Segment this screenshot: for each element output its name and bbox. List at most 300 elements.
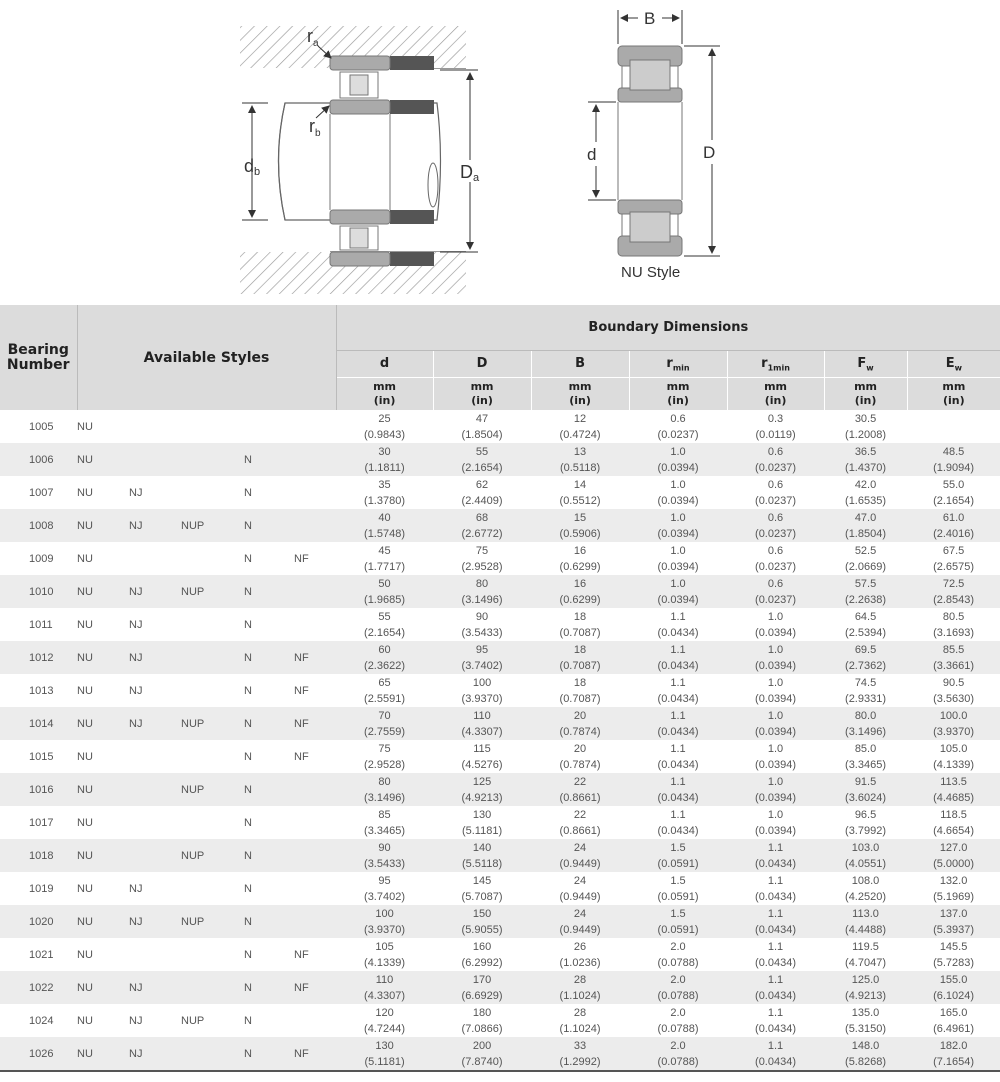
style-cell: N xyxy=(244,641,294,674)
label-Da: Da xyxy=(460,162,480,184)
table-row xyxy=(0,443,1000,476)
style-cell xyxy=(181,608,244,641)
style-cell: N xyxy=(244,839,294,872)
style-cell: NJ xyxy=(129,882,143,895)
table-row xyxy=(0,641,1000,674)
dimension-cell-B: 28 (1.1024) xyxy=(559,1006,601,1035)
bearing-number: 1021 xyxy=(29,948,54,961)
style-cell: NU xyxy=(77,882,93,895)
dimension-cell-Ew: 100.0 (3.9370) xyxy=(907,707,1000,740)
dimension-cell-Ew: 145.5 (5.7283) xyxy=(933,940,975,969)
unit-header-1: mm (in) xyxy=(433,378,531,411)
style-cell: NF xyxy=(294,641,336,674)
dimension-cell-B: 22 (0.8661) xyxy=(531,773,629,806)
style-cell: N xyxy=(244,816,252,829)
style-cell: NU xyxy=(77,948,93,961)
dimension-cell-rmin: 2.0 (0.0788) xyxy=(657,1006,699,1035)
dimension-cell-r1min: 1.1 (0.0434) xyxy=(755,1006,797,1035)
style-cell: NJ xyxy=(129,641,181,674)
dimension-cell-Fw: 69.5 (2.7362) xyxy=(824,641,907,674)
column-header-6: $E_w$ xyxy=(907,351,1000,378)
dimension-cell-D: 47 (1.8504) xyxy=(461,412,503,441)
style-cell: N xyxy=(244,1037,294,1071)
dimension-cell-B: 16 (0.6299) xyxy=(559,544,601,573)
style-cell: NJ xyxy=(129,1037,181,1071)
dimension-cell-Ew: 90.5 (3.5630) xyxy=(933,676,975,705)
dimension-cell-d: 45 (1.7717) xyxy=(364,544,406,573)
dimension-cell-r1min: 1.0 (0.0394) xyxy=(727,707,824,740)
style-cell: N xyxy=(244,882,252,895)
bearing-number-header: Bearing Number xyxy=(0,305,77,410)
style-cell: NJ xyxy=(129,971,181,1004)
dimension-cell-B: 16 (0.6299) xyxy=(531,575,629,608)
style-cell: NU xyxy=(77,971,129,1004)
dimension-cell-r1min: 1.1 (0.0434) xyxy=(727,839,824,872)
table-row xyxy=(0,608,1000,641)
style-cell xyxy=(244,410,294,443)
dimension-cell-Ew xyxy=(907,410,1000,443)
style-cell: NF xyxy=(294,750,309,763)
style-cell: N xyxy=(244,773,294,806)
dimension-cell-Ew: 55.0 (2.1654) xyxy=(933,478,975,507)
dimension-cell-Fw: 108.0 (4.2520) xyxy=(845,874,887,903)
dimension-cell-Fw: 52.5 (2.0669) xyxy=(845,544,887,573)
dimension-cell-D: 180 (7.0866) xyxy=(461,1006,503,1035)
dimension-cell-d: 35 (1.3780) xyxy=(364,478,406,507)
table-row xyxy=(0,575,1000,608)
dimension-cell-rmin: 1.1 (0.0434) xyxy=(657,742,699,771)
dimension-cell-B: 28 (1.1024) xyxy=(531,971,629,1004)
style-cell xyxy=(294,443,336,476)
dimension-cell-rmin: 1.0 (0.0394) xyxy=(657,544,699,573)
style-cell xyxy=(294,476,336,509)
style-cell: NU xyxy=(77,905,129,938)
style-cell xyxy=(129,443,181,476)
dimension-cell-rmin: 1.0 (0.0394) xyxy=(629,575,727,608)
label-db: db xyxy=(244,156,261,178)
style-cell xyxy=(181,641,244,674)
dimension-cell-B: 24 (0.9449) xyxy=(531,905,629,938)
style-cell: NU xyxy=(77,575,129,608)
bearing-number: 1010 xyxy=(0,575,77,608)
dimension-cell-B: 18 (0.7087) xyxy=(531,641,629,674)
bearing-number: 1008 xyxy=(0,509,77,542)
style-cell: NJ xyxy=(129,618,143,631)
style-cell: NJ xyxy=(129,1014,143,1027)
style-cell: NU xyxy=(77,750,93,763)
dimension-cell-Fw: 57.5 (2.2638) xyxy=(824,575,907,608)
dimension-cell-D: 95 (3.7402) xyxy=(433,641,531,674)
table-row xyxy=(0,410,1000,443)
dimension-cell-Fw: 36.5 (1.4370) xyxy=(824,443,907,476)
dimension-cell-r1min: 0.6 (0.0237) xyxy=(727,509,824,542)
table-row xyxy=(0,707,1000,740)
dimension-cell-rmin: 1.1 (0.0434) xyxy=(629,641,727,674)
dimension-cell-rmin: 1.1 (0.0434) xyxy=(629,773,727,806)
dimension-cell-rmin: 1.5 (0.0591) xyxy=(629,839,727,872)
dimension-cell-d: 70 (2.7559) xyxy=(336,707,433,740)
style-cell xyxy=(294,839,336,872)
dimension-cell-r1min: 1.1 (0.0434) xyxy=(727,971,824,1004)
dimension-cell-Fw: 96.5 (3.7992) xyxy=(845,808,887,837)
bearing-number: 1018 xyxy=(0,839,77,872)
unit-header-2: mm (in) xyxy=(531,378,629,411)
dimension-cell-r1min: 0.6 (0.0237) xyxy=(727,575,824,608)
style-cell: NUP xyxy=(181,773,244,806)
style-cell: NU xyxy=(77,420,93,433)
dimension-cell-rmin: 1.1 (0.0434) xyxy=(657,808,699,837)
dimension-cell-D: 170 (6.6929) xyxy=(433,971,531,1004)
nu-style-diagram xyxy=(587,9,720,281)
style-cell: N xyxy=(244,971,294,1004)
label-B: B xyxy=(644,9,656,28)
dimension-cell-Fw: 119.5 (4.7047) xyxy=(845,940,887,969)
bearing-number: 1011 xyxy=(29,618,53,631)
dimension-cell-D: 90 (3.5433) xyxy=(461,610,503,639)
dimension-cell-r1min: 1.0 (0.0394) xyxy=(755,610,797,639)
dimension-cell-d: 30 (1.1811) xyxy=(336,443,433,476)
dimension-cell-Fw: 125.0 (4.9213) xyxy=(824,971,907,1004)
table-row xyxy=(0,740,1000,773)
bearing-number: 1016 xyxy=(0,773,77,806)
dimension-cell-d: 75 (2.9528) xyxy=(364,742,406,771)
style-cell: NJ xyxy=(129,707,181,740)
label-d: d xyxy=(587,145,597,164)
dimension-cell-Fw: 135.0 (5.3150) xyxy=(845,1006,887,1035)
style-cell: N xyxy=(244,1014,252,1027)
dimension-cell-Ew: 85.5 (3.3661) xyxy=(907,641,1000,674)
dimension-cell-r1min: 0.6 (0.0237) xyxy=(755,478,797,507)
label-rb: $r_b$ xyxy=(309,116,321,139)
bearing-number: 1022 xyxy=(0,971,77,1004)
column-header-2: B xyxy=(531,351,629,378)
dimension-cell-B: 12 (0.4724) xyxy=(559,412,601,441)
dimension-cell-D: 55 (2.1654) xyxy=(433,443,531,476)
dimension-cell-Fw: 30.5 (1.2008) xyxy=(845,412,887,441)
style-cell: N xyxy=(244,948,252,961)
dimension-cell-d: 105 (4.1339) xyxy=(364,940,406,969)
dimension-cell-rmin: 1.0 (0.0394) xyxy=(629,509,727,542)
unit-header-6: mm (in) xyxy=(907,378,1000,411)
dimension-cell-d: 85 (3.3465) xyxy=(364,808,406,837)
style-cell: N xyxy=(244,750,252,763)
style-cell xyxy=(129,839,181,872)
dimension-cell-Fw: 47.0 (1.8504) xyxy=(824,509,907,542)
unit-header-5: mm (in) xyxy=(824,378,907,411)
style-cell: NU xyxy=(77,773,129,806)
dimension-cell-rmin: 1.1 (0.0434) xyxy=(657,610,699,639)
style-cell xyxy=(294,575,336,608)
bearing-number: 1017 xyxy=(29,816,54,829)
column-header-5: $F_w$ xyxy=(824,351,907,378)
dimension-cell-B: 22 (0.8661) xyxy=(559,808,601,837)
dimension-cell-Ew: 118.5 (4.6654) xyxy=(933,808,975,837)
dimension-cell-B: 15 (0.5906) xyxy=(531,509,629,542)
dimension-cell-rmin: 1.1 (0.0434) xyxy=(629,707,727,740)
dimension-cell-d: 110 (4.3307) xyxy=(336,971,433,1004)
style-cell: NUP xyxy=(181,509,244,542)
style-cell: N xyxy=(244,707,294,740)
style-cell xyxy=(294,773,336,806)
style-cell xyxy=(129,773,181,806)
style-cell xyxy=(294,905,336,938)
style-cell: NF xyxy=(294,684,309,697)
style-cell xyxy=(181,476,244,509)
dimension-cell-D: 68 (2.6772) xyxy=(433,509,531,542)
bearing-number: 1012 xyxy=(0,641,77,674)
dimension-cell-Ew: 113.5 (4.4685) xyxy=(907,773,1000,806)
bearing-number: 1007 xyxy=(29,486,54,499)
style-cell: NU xyxy=(77,707,129,740)
style-cell: NU xyxy=(77,1014,93,1027)
style-cell xyxy=(181,1037,244,1071)
dimension-cell-Ew: 127.0 (5.0000) xyxy=(907,839,1000,872)
style-cell xyxy=(129,806,181,839)
style-cell: NJ xyxy=(129,575,181,608)
style-cell: NJ xyxy=(129,486,143,499)
dimension-cell-D: 115 (4.5276) xyxy=(461,742,503,771)
available-styles-header: Available Styles xyxy=(77,305,336,410)
dimension-cell-d: 60 (2.3622) xyxy=(336,641,433,674)
dimension-cell-rmin: 2.0 (0.0788) xyxy=(629,1037,727,1071)
dimension-cell-Ew: 72.5 (2.8543) xyxy=(907,575,1000,608)
table-row xyxy=(0,971,1000,1004)
dimension-cell-D: 160 (6.2992) xyxy=(461,940,503,969)
dimension-cell-B: 13 (0.5118) xyxy=(531,443,629,476)
style-cell xyxy=(294,806,336,839)
dimension-cell-Ew: 105.0 (4.1339) xyxy=(933,742,975,771)
style-cell xyxy=(129,410,181,443)
bearing-number: 1014 xyxy=(0,707,77,740)
style-cell: NUP xyxy=(181,839,244,872)
table-row xyxy=(0,839,1000,872)
style-cell: NU xyxy=(77,443,129,476)
style-cell: NUP xyxy=(181,905,244,938)
table-row xyxy=(0,1037,1000,1071)
dimension-cell-Fw: 74.5 (2.9331) xyxy=(845,676,887,705)
style-cell: NUP xyxy=(181,1014,205,1027)
dimension-cell-rmin: 1.5 (0.0591) xyxy=(657,874,699,903)
style-cell: N xyxy=(244,552,252,565)
label-D: D xyxy=(703,143,716,162)
style-cell: NU xyxy=(77,684,93,697)
style-cell xyxy=(294,608,336,641)
style-cell: NF xyxy=(294,1037,336,1071)
style-cell: N xyxy=(244,509,294,542)
dimension-cell-d: 65 (2.5591) xyxy=(364,676,406,705)
style-cell: NU xyxy=(77,509,129,542)
dimension-cell-d: 80 (3.1496) xyxy=(336,773,433,806)
dimension-cell-B: 24 (0.9449) xyxy=(559,874,601,903)
style-cell xyxy=(129,938,181,971)
table-row xyxy=(0,1004,1000,1037)
dimension-cell-d: 40 (1.5748) xyxy=(336,509,433,542)
style-cell xyxy=(294,509,336,542)
dimension-cell-rmin: 1.0 (0.0394) xyxy=(629,443,727,476)
style-cell: N xyxy=(244,618,252,631)
dimension-cell-rmin: 1.1 (0.0434) xyxy=(657,676,699,705)
label-ra: $r_a$ xyxy=(307,26,319,49)
style-cell: N xyxy=(244,486,252,499)
dimension-cell-Ew: 48.5 (1.9094) xyxy=(907,443,1000,476)
dimension-cell-B: 20 (0.7874) xyxy=(531,707,629,740)
dimension-cell-Ew: 67.5 (2.6575) xyxy=(933,544,975,573)
dimension-cell-r1min: 1.0 (0.0394) xyxy=(755,676,797,705)
dimension-cell-Ew: 61.0 (2.4016) xyxy=(907,509,1000,542)
style-cell xyxy=(181,971,244,1004)
dimension-cell-B: 20 (0.7874) xyxy=(559,742,601,771)
bearing-number: 1015 xyxy=(29,750,54,763)
dimension-cell-Ew: 165.0 (6.4961) xyxy=(933,1006,975,1035)
dimension-cell-Ew: 155.0 (6.1024) xyxy=(907,971,1000,1004)
style-cell: N xyxy=(244,684,252,697)
dimension-cell-rmin: 2.0 (0.0788) xyxy=(629,971,727,1004)
style-cell xyxy=(181,674,244,707)
bearing-number: 1024 xyxy=(29,1014,54,1027)
unit-header-0: mm (in) xyxy=(336,378,433,411)
dimension-cell-B: 26 (1.0236) xyxy=(559,940,601,969)
dimension-cell-Fw: 91.5 (3.6024) xyxy=(824,773,907,806)
boundary-dimensions-header: Boundary Dimensions xyxy=(336,305,1000,351)
dimension-cell-Fw: 80.0 (3.1496) xyxy=(824,707,907,740)
bearing-number: 1009 xyxy=(29,552,54,565)
bearing-number: 1005 xyxy=(29,420,54,433)
dimension-cell-r1min: 1.0 (0.0394) xyxy=(727,641,824,674)
dimension-cell-D: 145 (5.7087) xyxy=(461,874,503,903)
bearing-diagrams xyxy=(0,0,1000,305)
dimension-cell-D: 80 (3.1496) xyxy=(433,575,531,608)
style-cell: NU xyxy=(77,552,93,565)
dimension-cell-D: 62 (2.4409) xyxy=(461,478,503,507)
dimension-cell-d: 120 (4.7244) xyxy=(364,1006,406,1035)
dimension-cell-d: 95 (3.7402) xyxy=(364,874,406,903)
dimension-cell-Ew: 132.0 (5.1969) xyxy=(933,874,975,903)
style-cell: NF xyxy=(294,971,336,1004)
dimension-cell-d: 130 (5.1181) xyxy=(336,1037,433,1071)
style-cell: N xyxy=(244,443,294,476)
unit-header-4: mm (in) xyxy=(727,378,824,411)
dimension-cell-r1min: 0.6 (0.0237) xyxy=(727,443,824,476)
dimension-cell-Fw: 113.0 (4.4488) xyxy=(824,905,907,938)
style-cell xyxy=(129,542,181,575)
column-header-1: D xyxy=(433,351,531,378)
mounting-diagram xyxy=(240,26,480,294)
dimension-cell-r1min: 0.3 (0.0119) xyxy=(755,412,796,441)
dimension-cell-r1min: 1.0 (0.0394) xyxy=(727,773,824,806)
style-cell: NF xyxy=(294,707,336,740)
bearing-number: 1019 xyxy=(29,882,54,895)
dimension-cell-Fw: 148.0 (5.8268) xyxy=(824,1037,907,1071)
style-cell: NUP xyxy=(181,707,244,740)
dimension-cell-D: 75 (2.9528) xyxy=(461,544,503,573)
dimension-cell-r1min: 1.1 (0.0434) xyxy=(755,874,797,903)
table-row xyxy=(0,905,1000,938)
dimension-cell-d: 100 (3.9370) xyxy=(336,905,433,938)
unit-header-3: mm (in) xyxy=(629,378,727,411)
bearing-number: 1020 xyxy=(0,905,77,938)
style-cell: NU xyxy=(77,816,93,829)
bearing-number: 1013 xyxy=(29,684,54,697)
style-cell xyxy=(294,872,336,905)
dimension-cell-rmin: 2.0 (0.0788) xyxy=(657,940,699,969)
bearing-number: 1026 xyxy=(0,1037,77,1071)
style-cell xyxy=(294,1004,336,1037)
dimension-cell-d: 50 (1.9685) xyxy=(336,575,433,608)
dimension-cell-D: 150 (5.9055) xyxy=(433,905,531,938)
style-cell: NF xyxy=(294,552,309,565)
style-cell xyxy=(181,872,244,905)
table-row xyxy=(0,674,1000,707)
dimension-cell-D: 110 (4.3307) xyxy=(433,707,531,740)
dimension-cell-r1min: 1.1 (0.0434) xyxy=(755,940,797,969)
style-cell xyxy=(181,443,244,476)
dimension-cell-D: 125 (4.9213) xyxy=(433,773,531,806)
dimension-cell-rmin: 0.6 (0.0237) xyxy=(657,412,699,441)
table-row xyxy=(0,476,1000,509)
dimension-cell-r1min: 0.6 (0.0237) xyxy=(755,544,797,573)
dimension-cell-rmin: 1.0 (0.0394) xyxy=(657,478,699,507)
table-row xyxy=(0,872,1000,905)
dimension-cell-Fw: 103.0 (4.0551) xyxy=(824,839,907,872)
dimension-cell-r1min: 1.0 (0.0394) xyxy=(755,808,797,837)
dimension-cell-Fw: 64.5 (2.5394) xyxy=(845,610,887,639)
table-row xyxy=(0,509,1000,542)
dimension-cell-rmin: 1.5 (0.0591) xyxy=(629,905,727,938)
style-cell: NU xyxy=(77,839,129,872)
dimension-cell-r1min: 1.0 (0.0394) xyxy=(755,742,797,771)
dimension-cell-r1min: 1.1 (0.0434) xyxy=(727,1037,824,1071)
style-cell xyxy=(181,806,244,839)
dimension-cell-D: 140 (5.5118) xyxy=(433,839,531,872)
dimension-cell-D: 100 (3.9370) xyxy=(461,676,503,705)
table-row xyxy=(0,938,1000,971)
style-cell: NU xyxy=(77,486,93,499)
style-cell xyxy=(181,938,244,971)
style-cell xyxy=(294,410,336,443)
style-cell xyxy=(129,740,181,773)
table-row xyxy=(0,806,1000,839)
style-cell: NJ xyxy=(129,684,143,697)
style-cell: N xyxy=(244,575,294,608)
dimension-cell-d: 90 (3.5433) xyxy=(336,839,433,872)
column-header-4: $r_{1min}$ xyxy=(727,351,824,378)
dimension-cell-Ew: 137.0 (5.3937) xyxy=(907,905,1000,938)
bearing-number: 1006 xyxy=(0,443,77,476)
dimension-cell-B: 33 (1.2992) xyxy=(531,1037,629,1071)
column-header-3: $r_{min}$ xyxy=(629,351,727,378)
table-row xyxy=(0,542,1000,575)
style-cell xyxy=(181,740,244,773)
dimension-cell-Fw: 85.0 (3.3465) xyxy=(845,742,887,771)
style-caption: NU Style xyxy=(621,264,681,281)
style-cell: NU xyxy=(77,618,93,631)
dimension-cell-d: 55 (2.1654) xyxy=(364,610,406,639)
dimension-cell-Fw: 42.0 (1.6535) xyxy=(845,478,887,507)
style-cell: N xyxy=(244,905,294,938)
style-cell xyxy=(181,410,244,443)
dimension-cell-B: 14 (0.5512) xyxy=(559,478,601,507)
style-cell: NU xyxy=(77,641,129,674)
style-cell: NJ xyxy=(129,509,181,542)
style-cell: NF xyxy=(294,948,309,961)
style-cell: NU xyxy=(77,1037,129,1071)
style-cell: NJ xyxy=(129,905,181,938)
bearing-table xyxy=(0,305,1000,1072)
dimension-cell-B: 24 (0.9449) xyxy=(531,839,629,872)
table-row xyxy=(0,773,1000,806)
dimension-cell-B: 18 (0.7087) xyxy=(559,676,601,705)
dimension-cell-D: 200 (7.8740) xyxy=(433,1037,531,1071)
